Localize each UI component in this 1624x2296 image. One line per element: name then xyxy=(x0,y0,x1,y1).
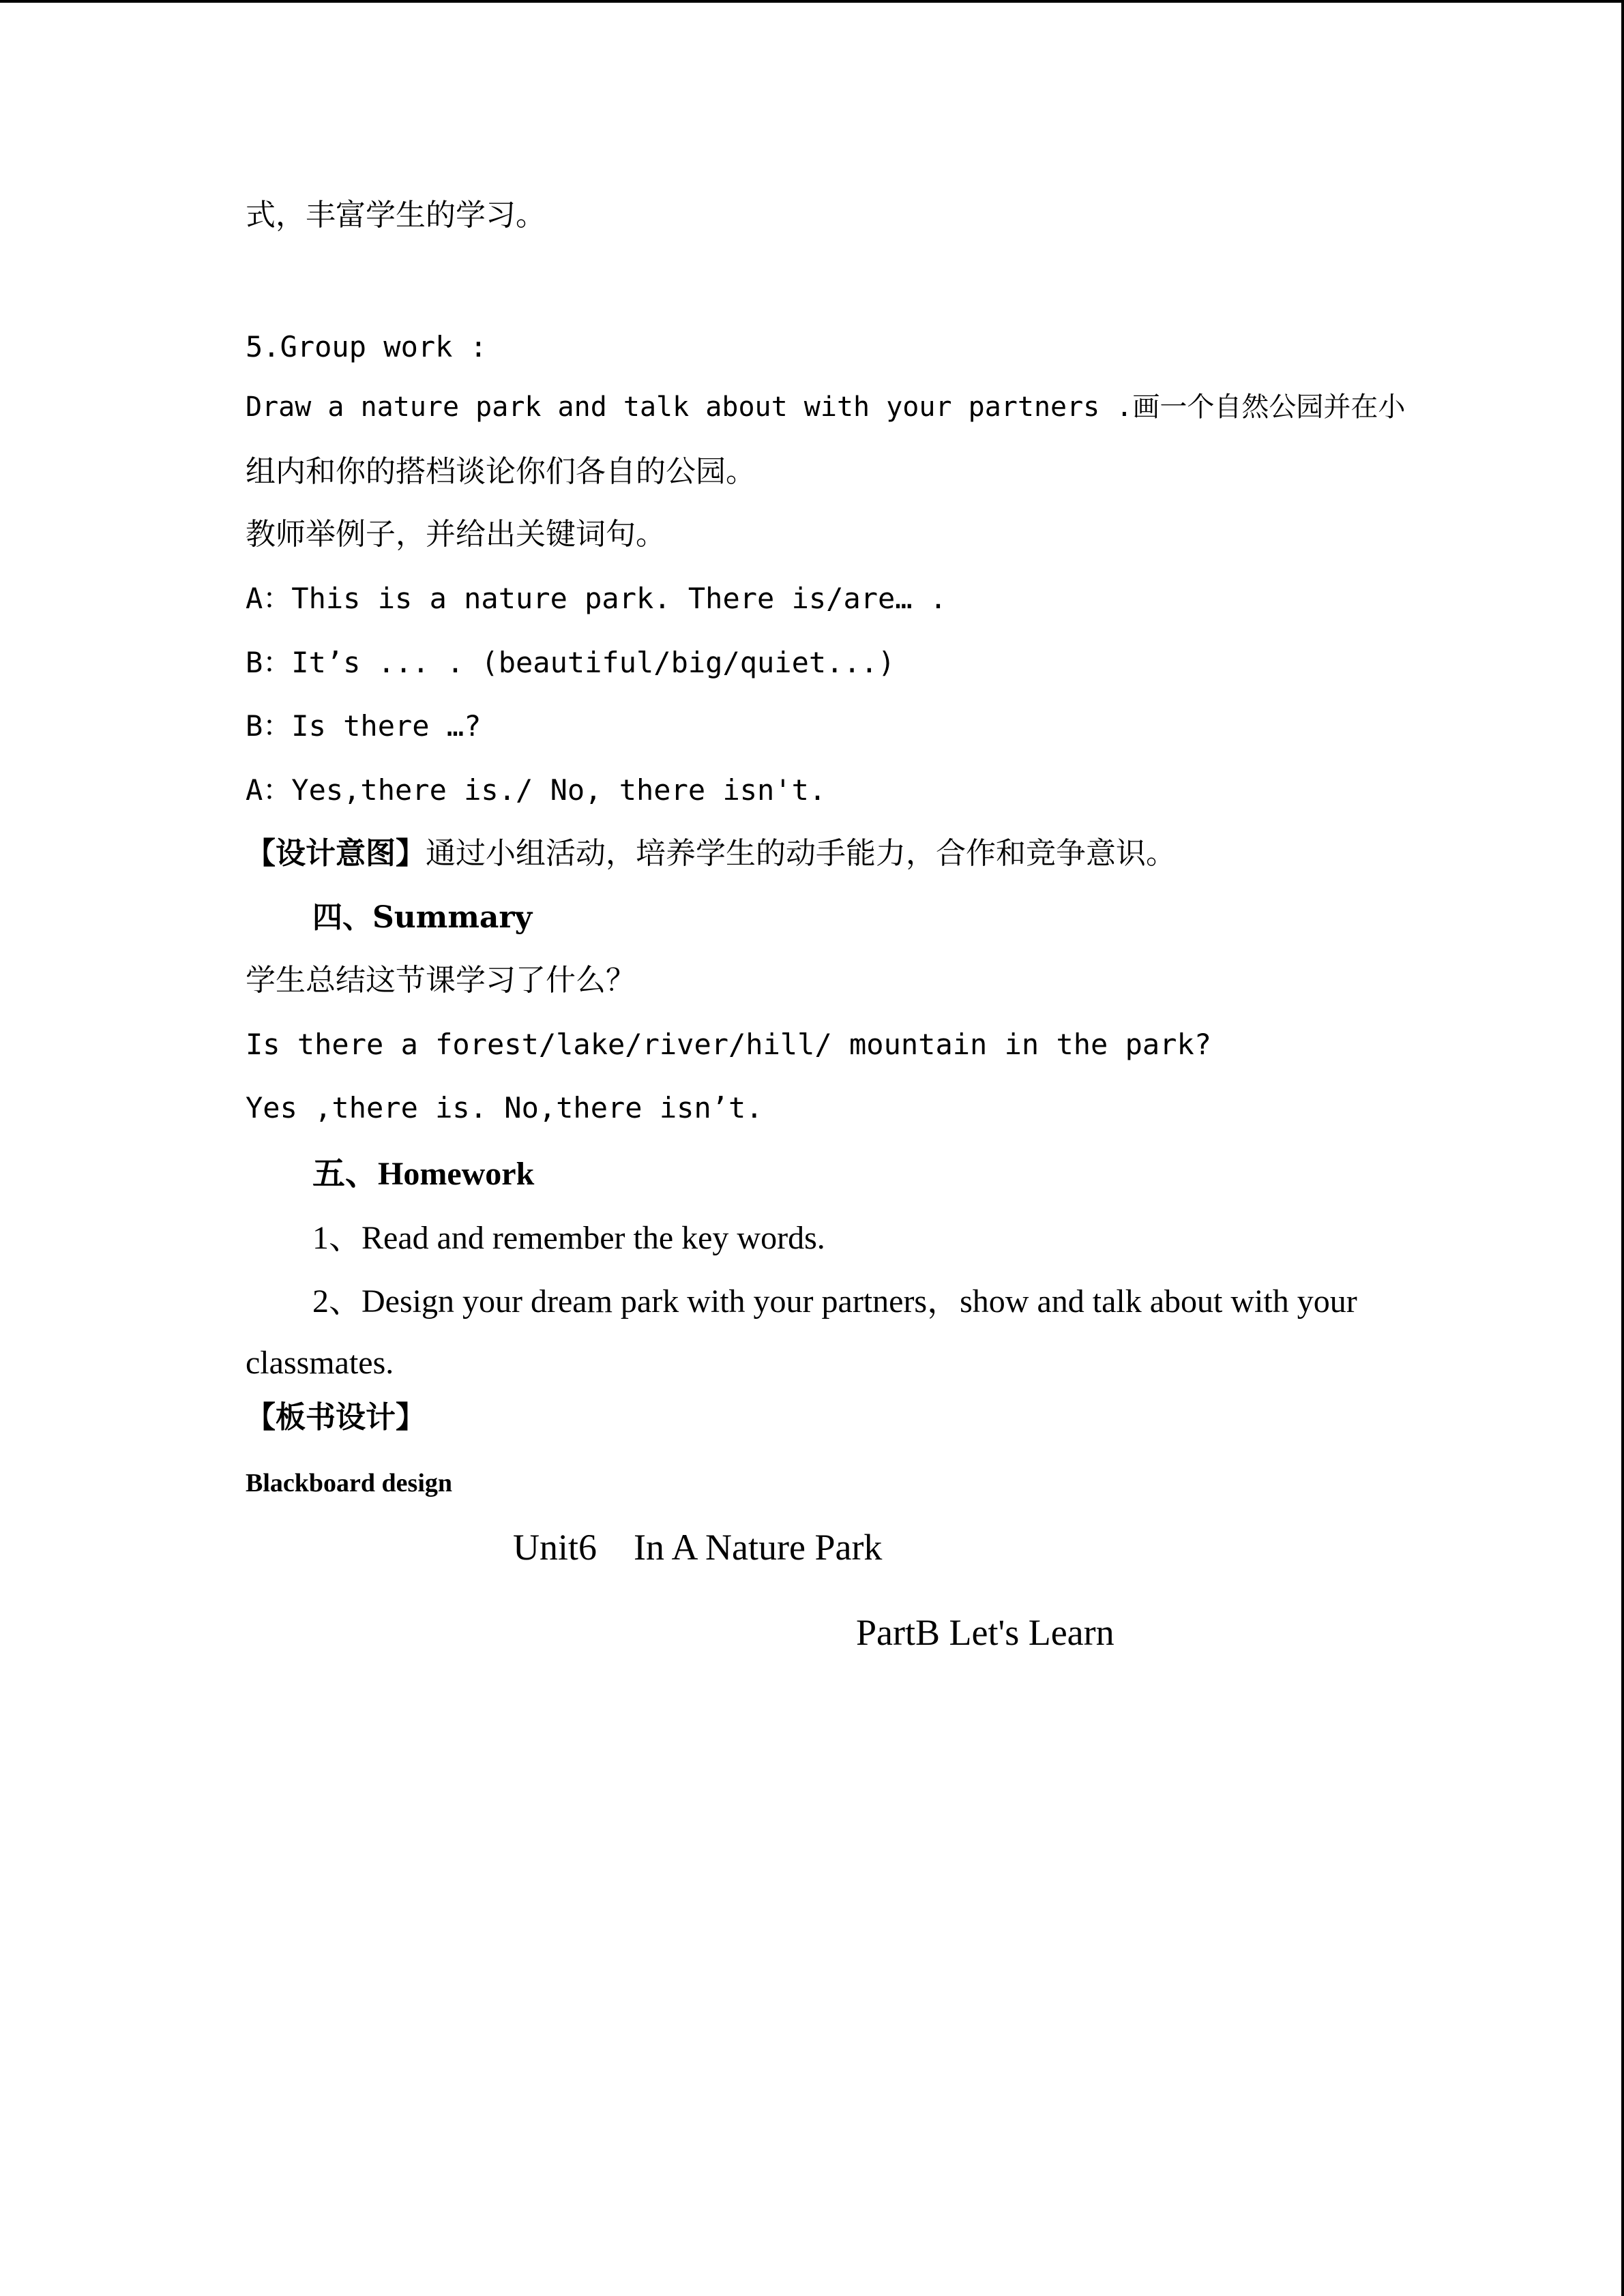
design-intent-label: 【设计意图】 xyxy=(246,836,426,871)
section-heading-homework: 五、Homework xyxy=(312,1156,535,1192)
section-heading-summary: 四、Summary xyxy=(312,900,533,935)
dialogue-line: B：It’s ... . (beautiful/big/quiet...) xyxy=(246,646,896,679)
dialogue-line: A：This is a nature park. There is/are… . xyxy=(246,582,947,615)
homework-item: 2、Design your dream park with your partners，show and talk about with your xyxy=(312,1283,1357,1320)
text-line: 式，丰富学生的学习。 xyxy=(246,198,546,233)
design-intent xyxy=(246,836,1176,872)
text-line: Yes ,there is. No,there isn’t. xyxy=(246,1091,763,1124)
homework-item: 1、Read and remember the key words. xyxy=(312,1220,825,1256)
text-line: Draw a nature park and talk about with your partners .画一个自然公园并在小 xyxy=(246,391,1406,423)
page-border-right xyxy=(1621,0,1624,2296)
blackboard-subheading: Blackboard design xyxy=(246,1469,453,1497)
dialogue-line: A：Yes,there is./ No, there isn't. xyxy=(246,773,827,807)
blackboard-unit-title: Unit6 In A Nature Park xyxy=(513,1527,883,1568)
text-line: Is there a forest/lake/river/hill/ mountain in the park? xyxy=(246,1028,1212,1061)
page-border-top xyxy=(0,0,1624,3)
text-line: 教师举例子，并给出关键词句。 xyxy=(246,517,666,552)
text-line: 组内和你的搭档谈论你们各自的公园。 xyxy=(246,454,756,489)
dialogue-line: B：Is there …? xyxy=(246,709,482,743)
text-line: classmates. xyxy=(246,1345,394,1381)
section-heading: 5.Group work : xyxy=(246,330,488,363)
design-intent-text: 通过小组活动，培养学生的动手能力，合作和竞争意识。 xyxy=(426,836,1176,871)
text-line: 学生总结这节课学习了什么？ xyxy=(246,963,636,998)
blackboard-part-title: PartB Let's Learn xyxy=(856,1612,1114,1653)
section-heading-board: 【板书设计】 xyxy=(246,1400,426,1435)
